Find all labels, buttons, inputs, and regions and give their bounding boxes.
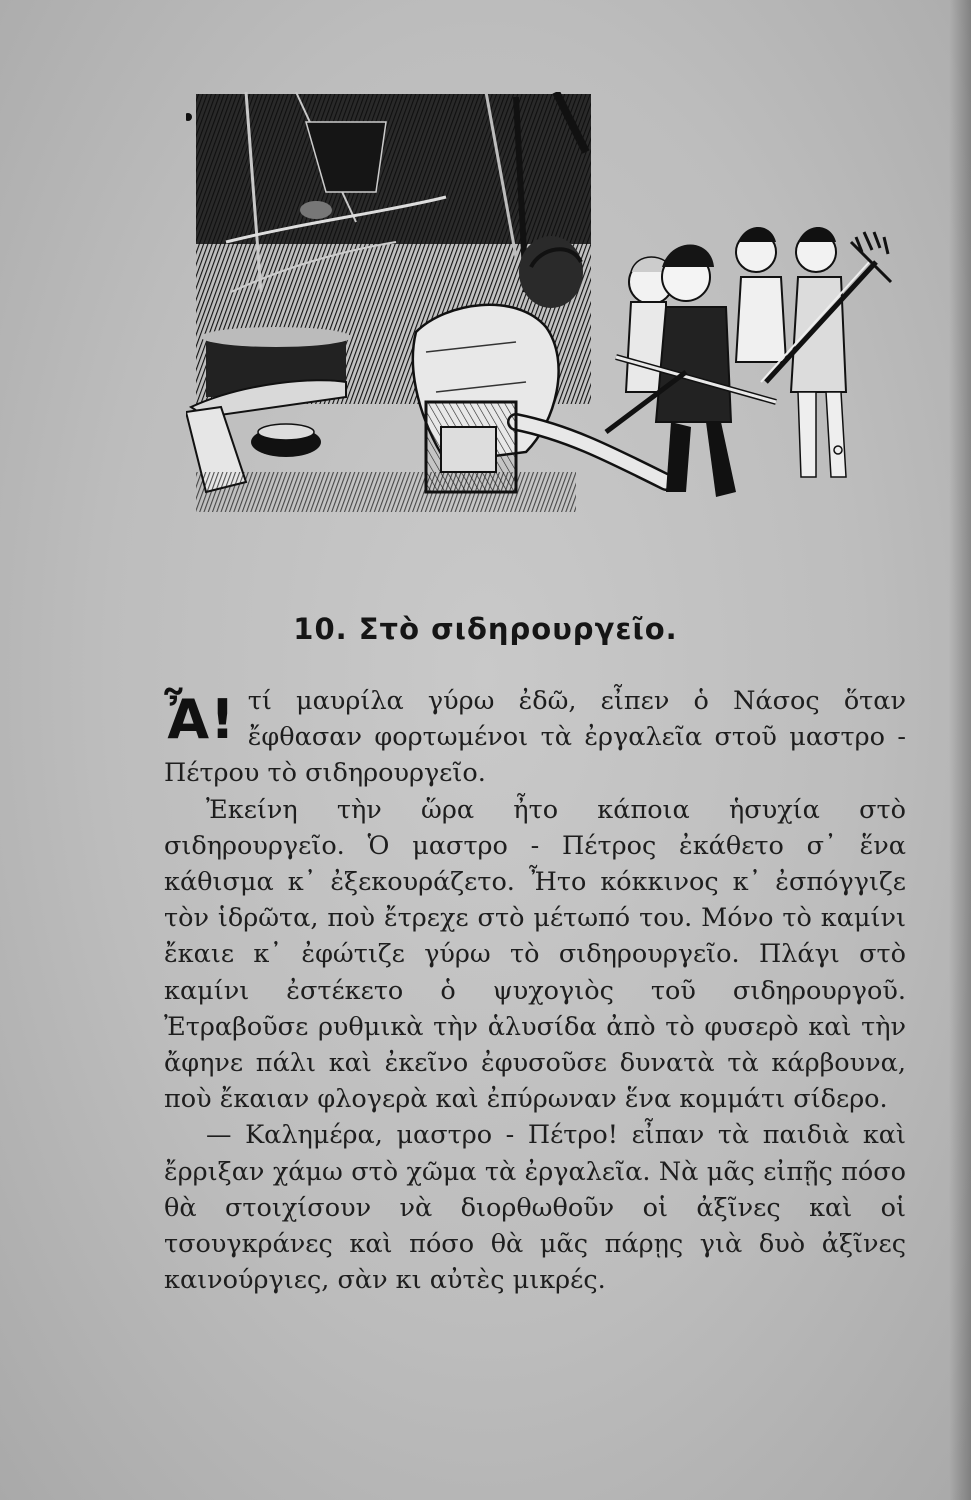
paragraph-1 xyxy=(164,683,906,792)
chapter-title: 10. Στὸ σιδηρουργεῖο. xyxy=(293,612,678,646)
paragraph-1-text: τί μαυρίλα γύρω ἐδῶ, εἶπεν ὁ Νάσος ὅταν ἔφθασαν φορτωμένοι τὰ ἐργαλεῖα στοῦ μαστρο - Πέτρου τὸ σιδηρουργεῖο. xyxy=(164,686,906,789)
chapter-text xyxy=(164,683,906,1298)
paragraph-3: — Καλημέρα, μαστρο - Πέτρο! εἶπαν τὰ παιδιὰ καὶ ἔρριξαν χάμω στὸ χῶμα τὰ ἐργαλεῖα. Νὰ μᾶς εἰπῇς πόσο θὰ στοιχίσουν νὰ διορθωθοῦν οἱ ἀξῖνες καὶ οἱ τσουγκράνες καὶ πόσο θὰ μᾶς πάρῃς γιὰ δυὸ ἀξῖνες καινούργιες, σὰν κι αὐτὲς μικρές. xyxy=(164,1120,906,1296)
drop-cap: Ἆ! xyxy=(164,688,236,751)
page-edge-shadow xyxy=(949,0,971,1500)
forge-illustration xyxy=(186,92,898,524)
paragraph-2: Ἐκείνη τὴν ὥρα ἦτο κάποια ἡσυχία στὸ σιδηρουργεῖο. Ὁ μαστρο - Πέτρος ἐκάθετο σ᾽ ἕνα κάθισμα κ᾽ ἐξεκουράζετο. Ἦτο κόκκινος κ᾽ ἐσπόγγιζε τὸν ἱδρῶτα, ποὺ ἔτρεχε στὸ μέτωπό του. Μόνο τὸ καμίνι ἔκαιε κ᾽ ἐφώτιζε γύρω τὸ σιδηρουργεῖο. Πλάγι στὸ καμίνι ἐστέκετο ὁ ψυχογιὸς τοῦ σιδηρουργοῦ. Ἐτραβοῦσε ρυθμικὰ τὴν ἁλυσίδα ἀπὸ τὸ φυσερὸ καὶ τὴν ἄφηνε πάλι καὶ ἐκεῖνο ἐφυσοῦσε δυνατὰ τὰ κάρβουνα, ποὺ ἔκαιαν φλογερὰ καὶ ἐπύρωναν ἕνα κομμάτι σίδερο. xyxy=(164,794,906,1115)
